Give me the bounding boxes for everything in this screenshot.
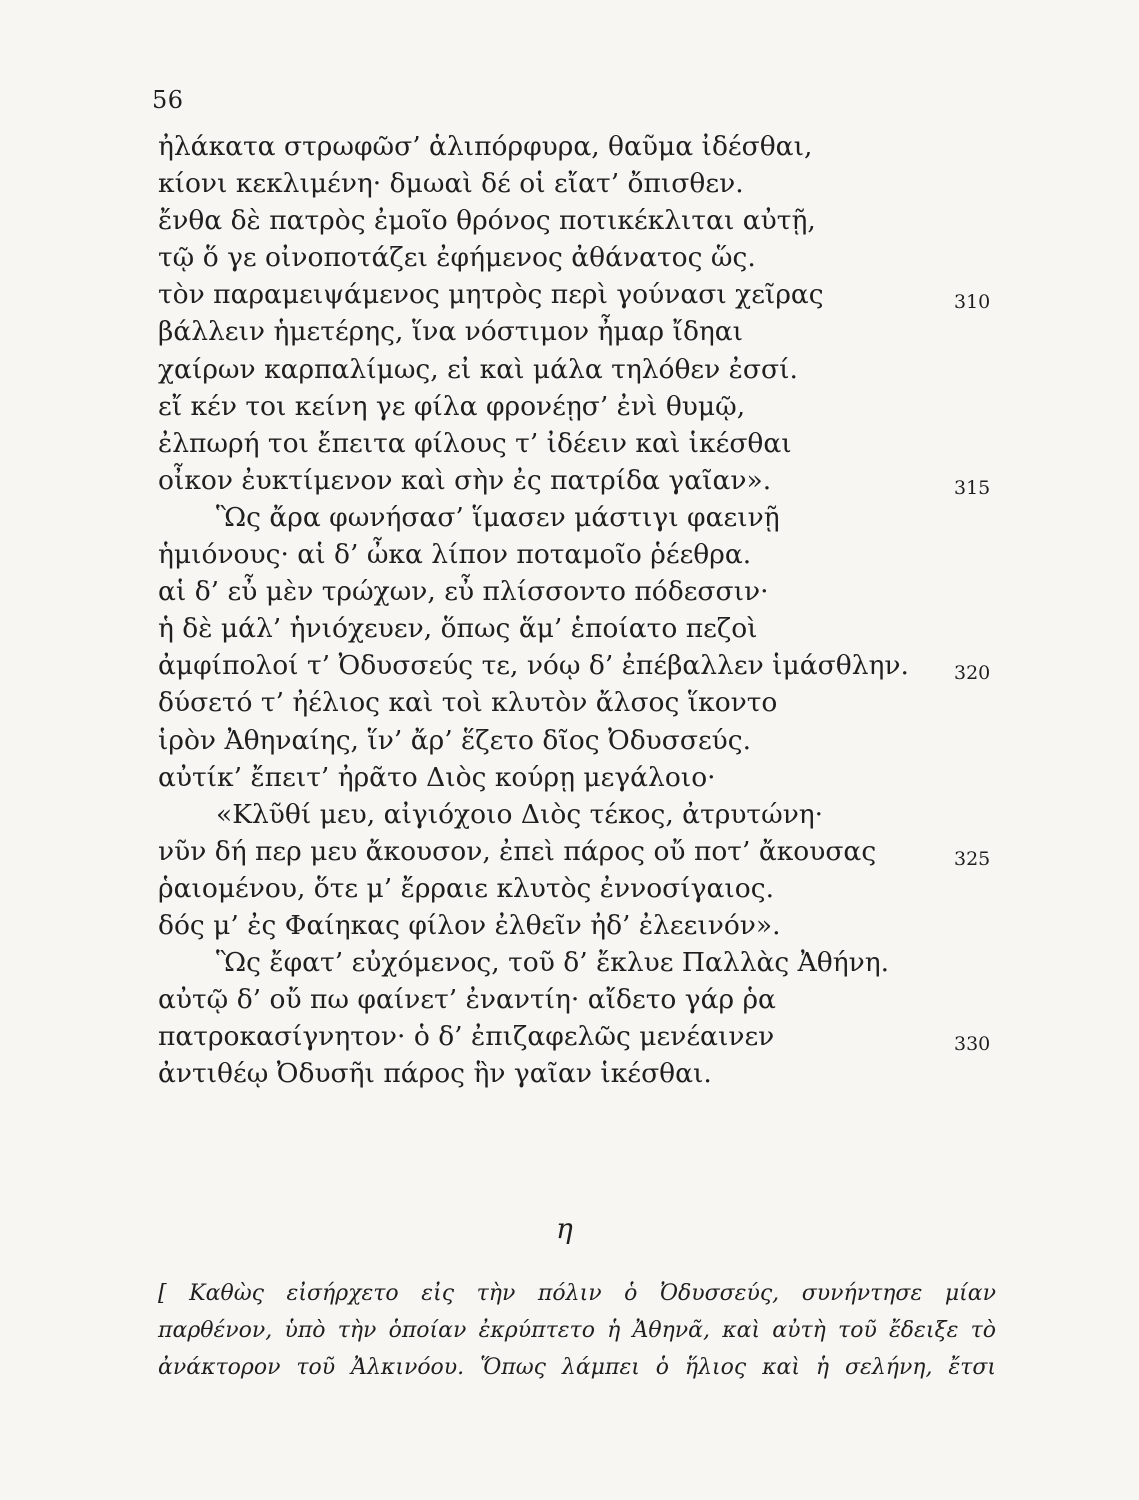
verse-line <box>158 165 978 202</box>
verse-line <box>158 425 978 462</box>
line-number: 325 <box>954 847 991 870</box>
verse-line <box>158 239 978 276</box>
summary-block <box>158 1275 996 1386</box>
verse-text: εἴ κέν τοι κείνη γε φίλα φρονέῃσ’ ἐνὶ θυμῷ, <box>158 390 746 422</box>
verse-line <box>158 1018 991 1056</box>
summary-line: παρθένον, ὑπὸ τὴν ὁποίαν ἐκρύπτετο ἡ Ἀθηνᾶ, καὶ αὐτὴ τοῦ ἔδειξε τὸ <box>158 1318 996 1343</box>
verse-line <box>158 610 978 647</box>
verse-line <box>158 276 991 314</box>
verse-text: χαίρων καρπαλίμως, εἰ καὶ μάλα τηλόθεν ἐσσί. <box>158 353 798 385</box>
verse-text: αἱ δ’ εὖ μὲν τρώχων, εὖ πλίσσοντο πόδεσσιν· <box>158 576 769 608</box>
verse-line <box>158 536 978 573</box>
verse-line <box>158 944 978 981</box>
verse-line <box>158 647 991 685</box>
book-letter: η <box>556 1212 573 1245</box>
verse-text: ἔνθα δὲ πατρὸς ἐμοῖο θρόνος ποτικέκλιται αὐτῇ, <box>158 205 816 237</box>
verse-text: βάλλειν ἡμετέρης, ἵνα νόστιμον ἦμαρ ἴδηαι <box>158 316 744 348</box>
verse-text: αὐτίκ’ ἔπειτ’ ἠρᾶτο Διὸς κούρῃ μεγάλοιο· <box>158 761 716 793</box>
verse-text: ἡμιόνους· αἱ δ’ ὦκα λίπον ποταμοῖο ῥέεθρα. <box>158 539 752 571</box>
verse-text: νῦν δή περ μευ ἄκουσον, ἐπεὶ πάρος οὔ ποτ’ ἄκουσας <box>158 835 877 867</box>
verse-line <box>158 499 978 536</box>
page-number: 56 <box>152 86 184 114</box>
verse-text: δύσετό τ’ ἠέλιος καὶ τοὶ κλυτὸν ἄλσος ἵκοντο <box>158 687 778 719</box>
verse-line <box>158 1055 978 1092</box>
verse-text: τὸν παραμειψάμενος μητρὸς περὶ γούνασι χεῖρας <box>158 279 824 311</box>
verse-text: αὐτῷ δ’ οὔ πω φαίνετ’ ἐναντίη· αἴδετο γάρ ῥα <box>158 984 776 1016</box>
verse-text: Ὣς ἔφατ’ εὐχόμενος, τοῦ δ’ ἔκλυε Παλλὰς Ἀθήνη. <box>216 947 890 979</box>
verse-line <box>158 573 978 610</box>
verse-text: οἶκον ἐυκτίμενον καὶ σὴν ἐς πατρίδα γαῖαν». <box>158 464 772 496</box>
line-number: 320 <box>954 662 991 685</box>
verse-line <box>158 313 978 350</box>
line-number: 315 <box>954 476 991 499</box>
verse-text: ἡ δὲ μάλ’ ἡνιόχευεν, ὅπως ἅμ’ ἑποίατο πεζοὶ <box>158 613 758 645</box>
verse-text: δός μ’ ἐς Φαίηκας φίλον ἐλθεῖν ἠδ’ ἐλεεινόν». <box>158 909 781 941</box>
verse-line <box>158 907 978 944</box>
verse-text: τῷ ὅ γε οἰνοποτάζει ἐφήμενος ἀθάνατος ὥς. <box>158 242 756 274</box>
verse-line <box>158 870 978 907</box>
poem-text <box>158 128 991 1092</box>
verse-text: ἐλπωρή τοι ἔπειτα φίλους τ’ ἰδέειν καὶ ἱκέσθαι <box>158 427 792 459</box>
verse-line <box>158 351 978 388</box>
verse-line <box>158 128 978 165</box>
summary-line: ἀνάκτορον τοῦ Ἀλκινόου. Ὅπως λάμπει ὁ ἥλιος καὶ ἡ σελήνη, ἔτσι <box>158 1355 996 1380</box>
line-number: 330 <box>954 1033 991 1056</box>
verse-line <box>158 833 991 870</box>
verse-text: ἀντιθέῳ Ὀδυσῆι πάρος ἣν γαῖαν ἱκέσθαι. <box>158 1058 712 1090</box>
verse-text: ἀμφίπολοί τ’ Ὀδυσσεύς τε, νόῳ δ’ ἐπέβαλλεν ἱμάσθλην. <box>158 650 909 682</box>
verse-text: ῥαιομένου, ὅτε μ’ ἔρραιε κλυτὸς ἐννοσίγαιος. <box>158 872 775 904</box>
verse-line <box>158 796 978 833</box>
verse-line <box>158 462 991 499</box>
verse-line <box>158 981 978 1018</box>
verse-text: πατροκασίγνητον· ὁ δ’ ἐπιζαφελῶς μενέαινεν <box>158 1021 775 1053</box>
verse-line <box>158 684 978 721</box>
verse-line <box>158 388 978 425</box>
verse-text: ἱρὸν Ἀθηναίης, ἵν’ ἄρ’ ἕζετο δῖος Ὀδυσσεύς. <box>158 724 752 756</box>
verse-line <box>158 759 978 796</box>
verse-text: Ὣς ἄρα φωνήσασ’ ἵμασεν μάστιγι φαεινῇ <box>216 501 780 533</box>
summary-line: [ Καθὼς εἰσήρχετο εἰς τὴν πόλιν ὁ Ὀδυσσεύς, συνήντησε μίαν <box>158 1281 996 1306</box>
verse-line <box>158 722 978 759</box>
line-number: 310 <box>954 291 991 314</box>
verse-text: ἠλάκατα στρωφῶσ’ ἁλιπόρφυρα, θαῦμα ἰδέσθαι, <box>158 131 813 162</box>
verse-line <box>158 202 978 239</box>
verse-text: «Κλῦθί μευ, αἰγιόχοιο Διὸς τέκος, ἀτρυτώνη· <box>216 798 824 830</box>
verse-text: κίονι κεκλιμένη· δμωαὶ δέ οἱ εἴατ’ ὄπισθεν. <box>158 168 744 200</box>
